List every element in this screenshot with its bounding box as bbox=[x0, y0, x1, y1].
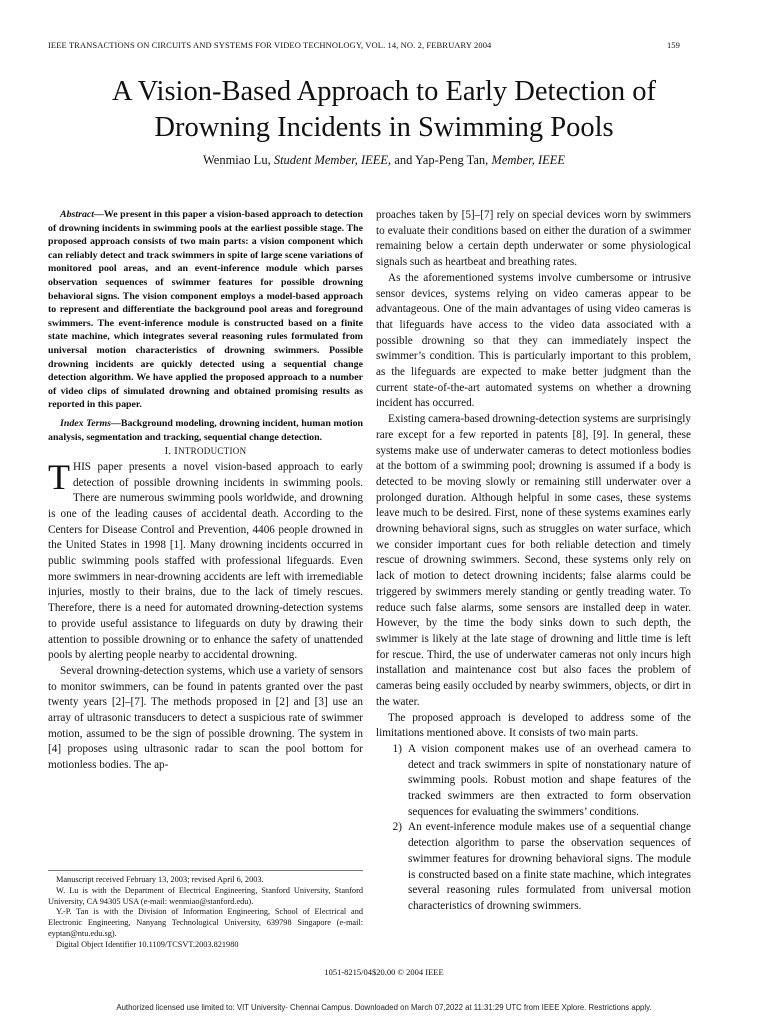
intro-paragraph-2: Several drowning-detection systems, which use a variety of sensors to monitor swimmers, can be found in patents granted over the past twenty years [2]–[7]. The methods proposed in [2] and [3] use an array of ultrasonic transducers to detect a suspicious rate of swimmer motion, assumed to be the sign of possible drowning. The system in [4] proposes using ultrasonic radar to scan the pool bottom for motionless bodies. The ap- bbox=[48, 664, 363, 772]
author-2: and Yap-Peng Tan, bbox=[391, 153, 492, 167]
intro-smallcaps: HIS bbox=[73, 460, 92, 473]
right-paragraph-4: The proposed approach is developed to address some of the limitations mentioned above. It consists of two main parts. bbox=[376, 711, 691, 740]
copyright-line: 1051-8215/04$20.00 © 2004 IEEE bbox=[324, 967, 444, 977]
left-column bbox=[48, 208, 363, 774]
paper-title bbox=[40, 74, 728, 146]
author-2-role: Member, IEEE bbox=[491, 153, 566, 167]
author-1: Wenmiao Lu, bbox=[202, 153, 274, 167]
list-item bbox=[376, 742, 691, 821]
drop-cap: T bbox=[48, 456, 70, 497]
footnotes bbox=[48, 870, 363, 951]
footnote-author-2: Y.-P. Tan is with the Division of Information Engineering, School of Electrical and Electronic Engineering, Nanyang Technological University, 639798 Singapore (e-mail: eyptan@ntu.edu.sg). bbox=[48, 907, 363, 938]
intro-p1-text: paper presents a novel vision-based approach to early detection of possible drowning incidents in swimming pools. There are numerous swimming pools worldwide, and drowning is one of the leading causes of accidental death. According to the Centers for Disease Control and Prevention, 4406 people drowned in the United States in 1998 [1]. Many drowning incidents occurred in public swimming pools staffed with professional lifeguards. Even more swimmers in near-drowning accidents are left with irremediable injuries, mostly to their brains, due to the lack of timely rescues. Therefore, there is a need for automated drowning-detection systems to provide useful assistance to lifeguards on duty by drawing their attention to possible drowning or to enhance the safety of unattended pools by alerting people nearby to accidental drowning. bbox=[48, 460, 363, 662]
list-item-text: A vision component makes use of an overhead camera to detect and track swimmers in spite of nonstationary nature of swimming pools. Robust motion and shape features of the tracked swimmers are then extracted to form observation sequences for evaluating the swimmers’ conditions. bbox=[408, 742, 691, 818]
title-line-2: Drowning Incidents in Swimming Pools bbox=[154, 112, 614, 143]
title-line-1: A Vision-Based Approach to Early Detection of bbox=[112, 76, 656, 107]
footnote-author-1: W. Lu is with the Department of Electrical Engineering, Stanford University, Stanford University, CA 94305 USA (e-mail: wenmiao@stanford.edu). bbox=[48, 885, 363, 906]
journal-name: IEEE TRANSACTIONS ON CIRCUITS AND SYSTEMS FOR VIDEO TECHNOLOGY, VOL. 14, NO. 2, FEBRUARY 2004 bbox=[48, 40, 492, 50]
right-column bbox=[376, 208, 691, 915]
contribution-list bbox=[376, 742, 691, 915]
list-item-text: An event-inference module makes use of a sequential change detection algorithm to parse the observation sequences of swimmer features for drowning behavioral signs. The module is constructed based on a finite state machine, which integrates several reasoning rules formulated from universal motion characteristics of drowning swimmers. bbox=[408, 821, 691, 912]
abstract bbox=[48, 208, 363, 412]
index-terms-text: Background modeling, drowning incident, human motion analysis, segmentation and tracking, sequential change detection. bbox=[48, 417, 363, 443]
section-heading-introduction bbox=[48, 444, 363, 460]
page-number: 159 bbox=[666, 40, 680, 50]
abstract-lead: Abstract— bbox=[60, 209, 104, 220]
index-terms-lead: Index Terms— bbox=[60, 417, 121, 429]
intro-paragraph-1 bbox=[48, 456, 363, 664]
author-line bbox=[40, 153, 728, 168]
index-terms bbox=[48, 417, 363, 444]
abstract-text: We present in this paper a vision-based approach to detection of drowning incidents in swimming pools at the earliest possible stage. The proposed approach consists of two main parts: a vision component which can reliably detect and track swimmers in spite of large scene variations of monitored pool areas, and an event-inference module which parses observation sequences of swimmer features for possible drowning behavioral signs. The vision component employs a model-based approach to represent and differentiate the background pool areas and foreground swimmers. The event-inference module is constructed based on a finite state machine, which integrates several reasoning rules formulated from universal motion characteristics of drowning swimmers. Possible drowning incidents are quickly detected using a sequential change detection algorithm. We have applied the proposed approach to a number of video clips of simulated drowning and obtained promising results as reported in this paper. bbox=[48, 209, 363, 411]
license-notice: Authorized licensed use limited to: VIT University- Chennai Campus. Downloaded on March 07,2022 at 11:31:29 UTC from IEEE Xplore. Restrictions apply. bbox=[116, 1003, 652, 1012]
section-title-rest: NTRODUCTION bbox=[178, 446, 247, 457]
author-1-role: Student Member, IEEE, bbox=[273, 153, 392, 167]
right-paragraph-1: proaches taken by [5]–[7] rely on special devices worn by swimmers to evaluate their conditions based on either the duration of a swimmer remaining below a certain depth underwater or some physiological signals such as heartbeat and breathing rates. bbox=[376, 209, 691, 269]
footnote-received: Manuscript received February 13, 2003; revised April 6, 2003. bbox=[56, 875, 264, 884]
footnote-doi: Digital Object Identifier 10.1109/TCSVT.2003.821980 bbox=[56, 939, 239, 949]
section-number: I. bbox=[164, 446, 175, 458]
right-paragraph-2: As the aforementioned systems involve cumbersome or intrusive sensor devices, systems relying on video cameras appear to be advantageous. One of the main advantages of using video cameras is that lifeguards have access to the video data associated with a possible drowning so that they can immediately inspect the swimmer’s condition. This is particularly important to this problem, as the lifeguards are expected to make better judgment than the current state-of-the-art automated systems on whether a drowning incident has occurred. bbox=[376, 271, 691, 410]
list-item-number: 2) bbox=[392, 821, 402, 834]
list-item-number: 1) bbox=[392, 742, 402, 755]
section-title-first: I bbox=[174, 446, 179, 458]
right-paragraph-3: Existing camera-based drowning-detection systems are surprisingly rare except for a few reported in patents [8], [9]. In general, these systems make use of underwater cameras to detect motionless bodies at the bottom of a swimming pool; drowning is assumed if a body is detected to be moving slowly or remaining still underwater over a prolonged duration. Although helpful in some cases, these systems leave much to be desired. First, none of these systems examines early drowning behavioral signs, such as struggles on water surface, which we consider important cues for both reliable detection and timely rescue of drowning swimmers. Second, these systems only rely on lack of motion to detect drowning incidents; false alarms could be triggered by swimmers merely standing or gently treading water. To reduce such false alarms, some sensors are installed deep in water. However, by the time the body sinks down to such depth, the swimmer is likely at the late stage of drowning and little time is left for rescue. Third, the use of underwater cameras not only incurs high installation and maintenance cost but also faces the problem of cameras being easily occluded by nearby swimmers, objects, or dirt in the water. bbox=[376, 413, 691, 708]
running-head bbox=[48, 40, 680, 50]
list-item bbox=[376, 820, 691, 914]
